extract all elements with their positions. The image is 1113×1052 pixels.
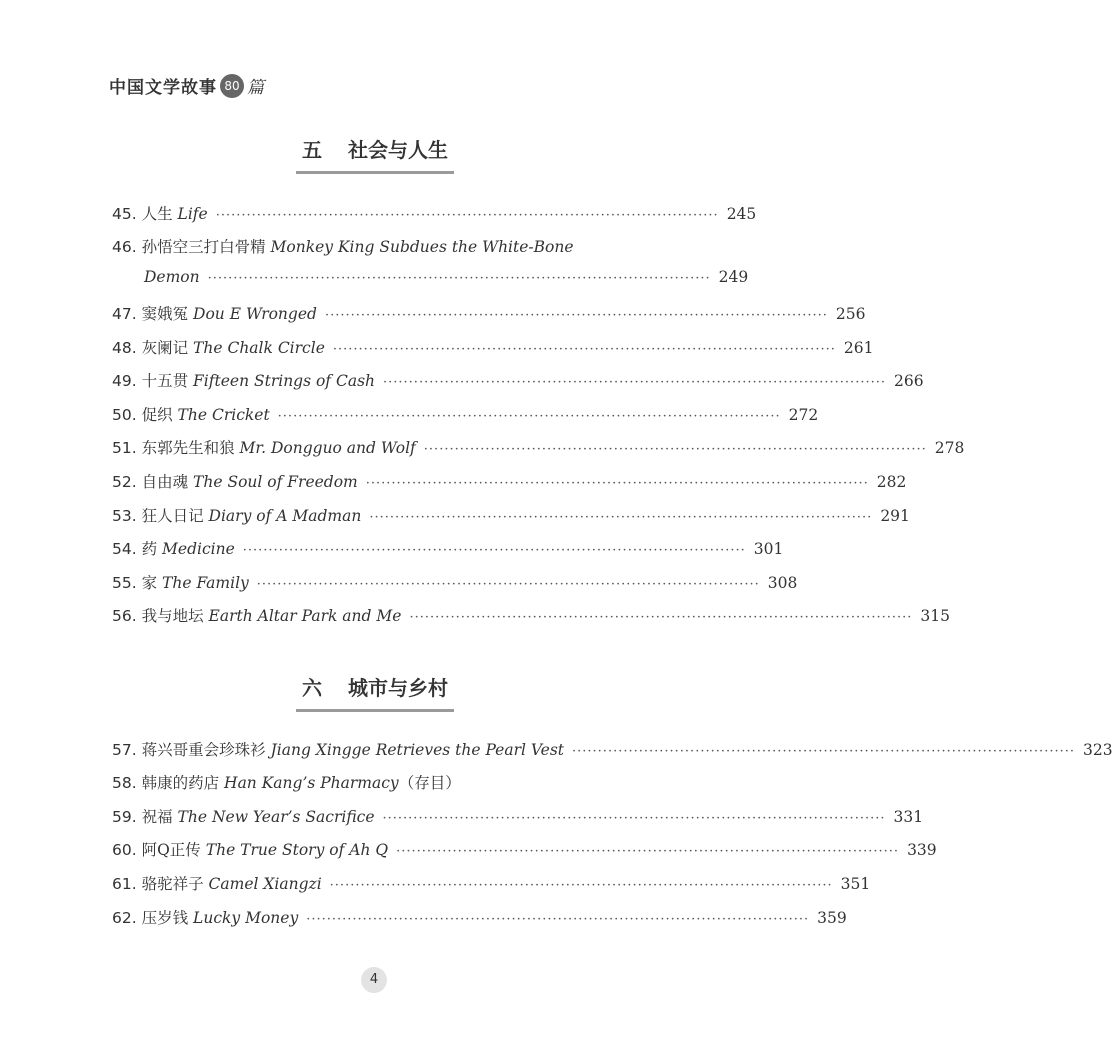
entry-page: 272 (788, 406, 819, 424)
entry-number: 54. (112, 540, 137, 558)
entry-number: 57. (112, 741, 137, 759)
entry-number: 53. (112, 507, 137, 525)
entry-page: 291 (880, 507, 910, 525)
dot-leader: ·································································································· (396, 844, 900, 859)
entry-title-en: The Family (162, 574, 249, 592)
entry-number: 55. (112, 574, 137, 592)
entry-number: 50. (112, 406, 137, 424)
entry-title-zh: 窦娥冤 (141, 305, 189, 323)
entry-title-en: The True Story of Ah Q (205, 841, 389, 859)
entry-title-zh: 孙悟空三打白骨精 (141, 238, 266, 256)
entry-title-zh: 阿Q正传 (141, 841, 201, 859)
dot-leader: ·································································································· (277, 409, 781, 424)
entry-title-en: Lucky Money (193, 909, 299, 927)
entry-page: 339 (907, 841, 937, 859)
entry-page: 308 (767, 574, 798, 592)
entry-title-en: Mr. Dongguo and Wolf (239, 439, 416, 457)
entry-title-zh: 韩康的药店 (141, 774, 220, 792)
dot-leader: ·································································································· (423, 442, 927, 457)
entry-title-zh: 人生 (141, 205, 173, 223)
section-number: 六 (302, 676, 322, 700)
entry-page: 282 (876, 473, 907, 491)
entry-number: 60. (112, 841, 137, 859)
entry-title-en: The Soul of Freedom (193, 473, 358, 491)
entry-title-en: The Chalk Circle (193, 339, 325, 357)
dot-leader: ·································································································· (306, 912, 810, 927)
toc-entry[interactable] (112, 838, 937, 866)
badge-suffix: 篇 (247, 78, 264, 98)
entry-title-en: Medicine (162, 540, 235, 558)
entry-number: 61. (112, 875, 137, 893)
entry-number: 45. (112, 205, 137, 223)
toc-entry[interactable] (112, 369, 924, 397)
section-heading (0, 134, 750, 174)
entry-title-en-cont: Demon (144, 268, 200, 286)
toc-entry[interactable] (112, 906, 847, 934)
entry-number: 48. (112, 339, 137, 357)
entry-number: 49. (112, 372, 137, 390)
entry-page: 359 (817, 909, 847, 927)
entry-title-en: The New Year’s Sacrifice (177, 808, 375, 826)
entry-title-en: Diary of A Madman (208, 507, 362, 525)
toc-entry[interactable] (112, 403, 819, 431)
toc-entry[interactable] (112, 571, 798, 599)
entry-title-en: Camel Xiangzi (208, 875, 322, 893)
toc-entry[interactable] (112, 470, 907, 498)
entry-page: 315 (920, 607, 950, 625)
entry-title-en: Jiang Xingge Retrieves the Pearl Vest (270, 741, 565, 759)
entry-title-en: Dou E Wronged (193, 305, 317, 323)
entry-number: 62. (112, 909, 137, 927)
toc-entry[interactable] (112, 872, 871, 900)
dot-leader: ·································································································· (329, 878, 833, 893)
entry-page: 245 (726, 205, 757, 223)
running-header (109, 73, 264, 98)
dot-leader: ·································································································· (324, 308, 828, 323)
entry-title-en: The Cricket (177, 406, 270, 424)
entry-title-en: Earth Altar Park and Me (208, 607, 402, 625)
entry-title-zh: 药 (141, 540, 158, 558)
entry-number: 51. (112, 439, 137, 457)
entry-title-zh: 十五贯 (141, 372, 189, 390)
entry-title-zh: 东郭先生和狼 (141, 439, 235, 457)
dot-leader: ·································································································· (242, 543, 746, 558)
toc-entry[interactable] (112, 805, 924, 833)
dot-leader: ·································································································· (369, 510, 873, 525)
entry-title-en: Fifteen Strings of Cash (193, 372, 376, 390)
section-title: 社会与人生 (348, 138, 448, 162)
entry-page: 278 (934, 439, 965, 457)
toc-entry[interactable] (112, 302, 866, 330)
toc-entry[interactable] (112, 336, 874, 364)
page-number-badge: 4 (361, 967, 387, 993)
entry-page: 261 (843, 339, 874, 357)
entry-title-zh: 自由魂 (141, 473, 189, 491)
toc-entry[interactable] (112, 738, 1113, 766)
entry-page: 331 (893, 808, 924, 826)
toc-entry[interactable] (112, 504, 910, 532)
entry-title-zh: 骆驼祥子 (141, 875, 204, 893)
entry-page: 256 (835, 305, 866, 323)
dot-leader: ·································································································· (409, 610, 913, 625)
entry-number: 59. (112, 808, 137, 826)
entry-note: （存目） (398, 774, 461, 792)
entry-title-zh: 祝福 (141, 808, 173, 826)
dot-leader: ·································································································· (383, 375, 886, 390)
entry-page: 351 (840, 875, 871, 893)
entry-page: 323 (1082, 741, 1113, 759)
entry-page: 249 (718, 268, 749, 286)
entry-title-zh: 家 (141, 574, 158, 592)
entry-page: 301 (753, 540, 784, 558)
toc-entry[interactable] (112, 436, 965, 464)
entry-title-en: Life (177, 205, 208, 223)
section-heading (0, 672, 750, 712)
section-number: 五 (302, 138, 322, 162)
entry-number: 47. (112, 305, 137, 323)
entry-title-zh: 狂人日记 (141, 507, 204, 525)
entry-number: 56. (112, 607, 137, 625)
toc-entry[interactable] (112, 771, 638, 799)
toc-entry[interactable] (112, 235, 638, 263)
dot-leader: ·································································································· (572, 744, 1075, 759)
dot-leader: ·································································································· (256, 577, 760, 592)
toc-entry-continuation[interactable] (144, 268, 749, 296)
entry-number: 52. (112, 473, 137, 491)
dot-leader: ·································································································· (207, 271, 711, 286)
entry-title-en: Monkey King Subdues the White-Bone (270, 238, 574, 256)
entry-title-zh: 我与地坛 (141, 607, 204, 625)
dot-leader: ·································································································· (382, 811, 886, 826)
dot-leader: ·································································································· (365, 476, 869, 491)
entry-title-en: Han Kang’s Pharmacy (224, 774, 399, 792)
entry-number: 58. (112, 774, 137, 792)
dot-leader: ·································································································· (332, 342, 836, 357)
toc-entry[interactable] (112, 202, 757, 230)
entry-number: 46. (112, 238, 137, 256)
entry-page: 266 (893, 372, 924, 390)
toc-entry[interactable] (112, 604, 950, 632)
dot-leader: ·································································································· (215, 208, 719, 223)
entry-title-zh: 压岁钱 (141, 909, 189, 927)
entry-title-zh: 灰阑记 (141, 339, 189, 357)
badge-number: 80 (220, 74, 244, 98)
section-title: 城市与乡村 (348, 676, 448, 700)
toc-entry[interactable] (112, 537, 784, 565)
entry-title-zh: 促织 (141, 406, 173, 424)
book-title: 中国文学故事 (109, 78, 217, 98)
entry-title-zh: 蒋兴哥重会珍珠衫 (141, 741, 266, 759)
